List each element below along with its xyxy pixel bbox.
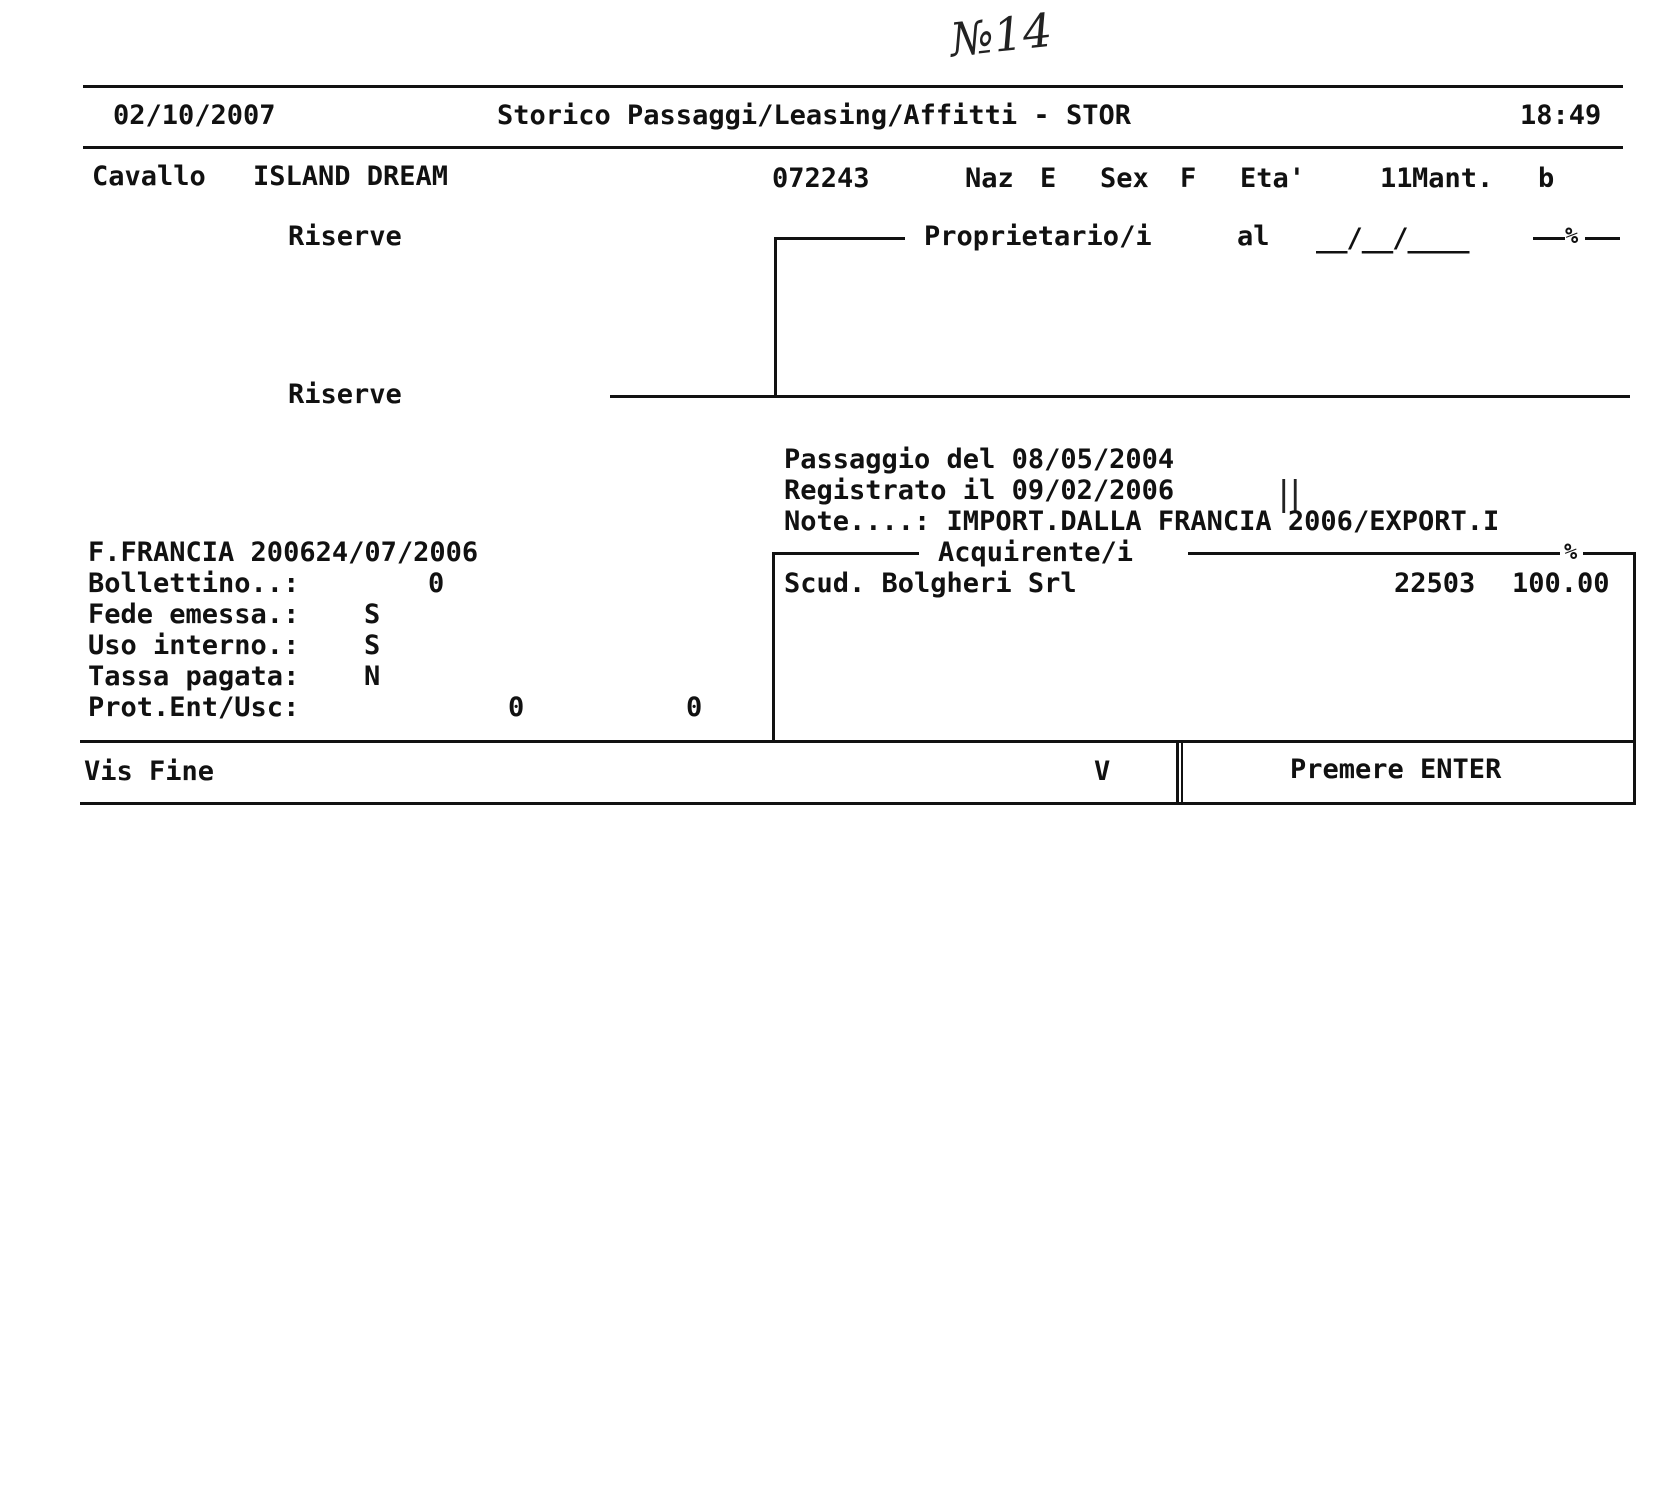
field-fede-value: S	[364, 599, 381, 630]
footer-divider-2	[1181, 742, 1183, 804]
field-prot-value-out: 0	[686, 692, 703, 723]
footer-mode: V	[1094, 756, 1111, 787]
header-bottom-rule	[83, 146, 1623, 149]
footer-top-rule	[80, 740, 1636, 743]
registration-date: Registrato il 09/02/2006	[784, 475, 1175, 506]
buyers-pct-label: %	[1564, 540, 1578, 565]
handwritten-check-mark: ||	[1278, 474, 1301, 514]
owner-date-mask: __/__/____	[1316, 223, 1469, 254]
field-uso-label: Uso interno.:	[88, 630, 300, 661]
owner-box-left-rule	[774, 237, 777, 397]
buyers-box-top-rule-right	[1188, 552, 1560, 555]
horse-name: ISLAND DREAM	[253, 161, 449, 192]
riserve-bottom-label: Riserve	[288, 379, 402, 410]
buyer-name: Scud. Bolgheri Srl	[784, 568, 1077, 599]
owner-box-bottom-rule	[610, 395, 1630, 398]
buyer-pct: 100.00	[1512, 568, 1610, 599]
handwritten-number: №14	[947, 2, 1055, 68]
passage-note: Note....: IMPORT.DALLA FRANCIA 2006/EXPORT.I	[784, 506, 1500, 537]
owner-box-top-rule	[775, 237, 905, 240]
owner-label: Proprietario/i	[924, 221, 1152, 252]
riserve-top-label: Riserve	[288, 221, 402, 252]
footer-bottom-rule	[80, 802, 1636, 805]
eta-value: 11	[1380, 163, 1413, 194]
owner-pct-rule-left	[1533, 237, 1565, 240]
eta-label: Eta'	[1240, 163, 1306, 194]
footer-command: Vis Fine	[84, 756, 215, 787]
owner-pct-label: %	[1565, 224, 1579, 249]
screen-title: Storico Passaggi/Leasing/Affitti - STOR	[497, 100, 1131, 131]
footer-right-rule	[1633, 742, 1636, 804]
buyers-label: Acquirente/i	[938, 537, 1134, 568]
field-bollettino-label: Bollettino..:	[88, 568, 300, 599]
footer-divider-1	[1176, 742, 1179, 804]
mant-value: b	[1538, 163, 1555, 194]
field-fede-label: Fede emessa.:	[88, 599, 300, 630]
passage-date: Passaggio del 08/05/2004	[784, 444, 1175, 475]
buyers-box-left-rule	[772, 552, 775, 742]
header-time: 18:49	[1520, 100, 1602, 131]
field-uso-value: S	[364, 630, 381, 661]
owner-al-label: al	[1237, 221, 1270, 252]
field-francia: F.FRANCIA 200624/07/2006	[88, 537, 479, 568]
horse-label: Cavallo	[92, 161, 206, 192]
buyers-box-top-rule-end	[1583, 552, 1635, 555]
field-tassa-label: Tassa pagata:	[88, 661, 300, 692]
buyer-code: 22503	[1394, 568, 1476, 599]
field-tassa-value: N	[364, 661, 381, 692]
naz-label: Naz	[965, 163, 1014, 194]
field-prot-value-in: 0	[508, 692, 525, 723]
mant-label: Mant.	[1412, 163, 1494, 194]
sex-value: F	[1180, 163, 1197, 194]
buyers-box-top-rule-left	[774, 552, 919, 555]
naz-value: E	[1040, 163, 1057, 194]
owner-pct-rule-right	[1585, 237, 1620, 240]
footer-prompt: Premere ENTER	[1290, 754, 1502, 785]
field-prot-label: Prot.Ent/Usc:	[88, 692, 300, 723]
header-top-rule	[83, 85, 1623, 88]
horse-id: 072243	[772, 163, 870, 194]
header-date: 02/10/2007	[113, 100, 276, 131]
buyers-box-right-rule	[1633, 552, 1636, 742]
field-bollettino-value: 0	[428, 568, 445, 599]
sex-label: Sex	[1100, 163, 1149, 194]
